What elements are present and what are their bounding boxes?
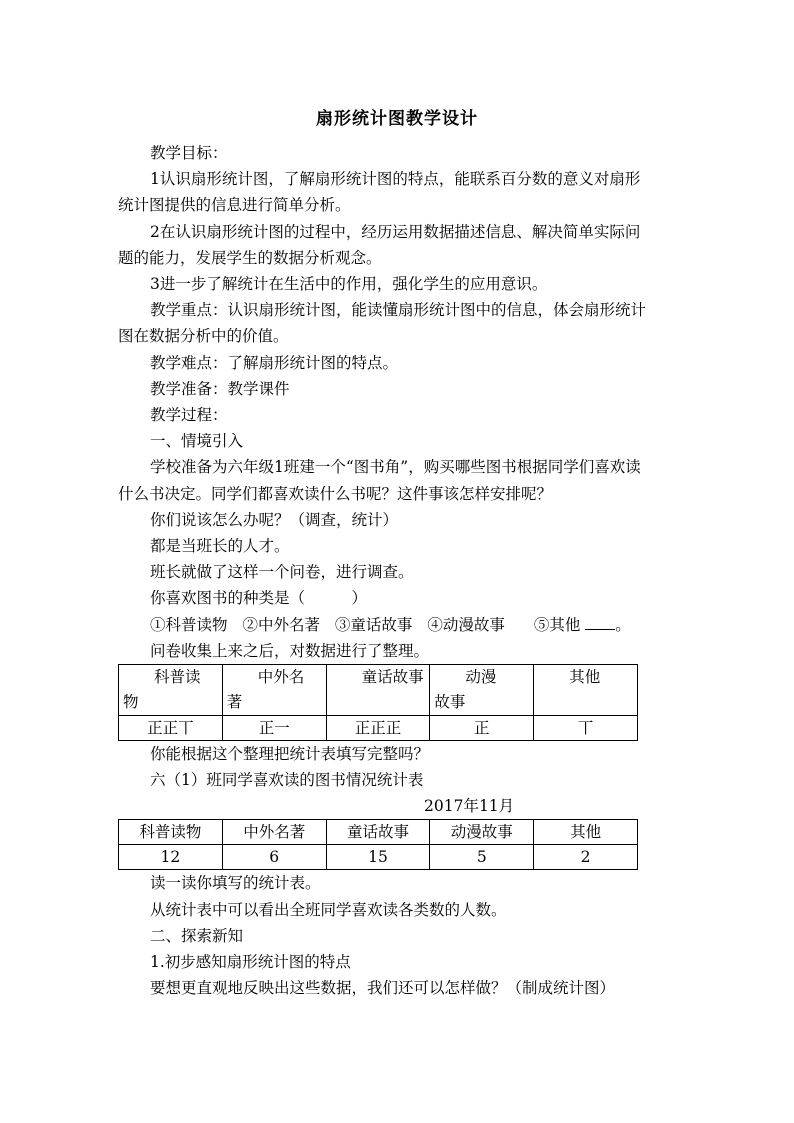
intro-line-2: 什么书决定。同学们都喜欢读什么书呢？这件事该怎样安排呢？ [118, 484, 553, 503]
option-2: ②中外名著 [242, 615, 320, 634]
fill-question: 你能根据这个整理把统计表填写完整吗？ [150, 745, 430, 764]
stat-value-row [119, 845, 638, 870]
document-title: 扇形统计图教学设计 [316, 109, 478, 129]
question-1: 你们说该怎么办呢？（调查，统计） [150, 510, 399, 529]
tally-header-cell: 其他 [534, 665, 638, 716]
difficulty: 教学难点：了解扇形统计图的特点。 [150, 353, 399, 372]
tally-cell: 正正正 [326, 716, 430, 741]
tally-header-cell: 动漫 故事 [430, 665, 534, 716]
tally-cell: 正正丅 [119, 716, 223, 741]
goal-1-line-2: 统计图提供的信息进行简单分析。 [118, 196, 351, 215]
survey-question: 你喜欢图书的种类是（ ） [150, 589, 368, 608]
option-end: 。 [615, 615, 631, 634]
read-table: 读一读你填写的统计表。 [150, 874, 321, 893]
tally-header-cell: 童话故事 [326, 665, 430, 716]
option-4: ④动漫故事 [427, 615, 505, 634]
option-1: ①科普读物 [150, 615, 228, 634]
stat-header-cell: 动漫故事 [430, 820, 534, 845]
monitor-survey: 班长就做了这样一个问卷，进行调查。 [150, 563, 414, 582]
stat-header-cell: 中外名著 [222, 820, 326, 845]
option-5: ⑤其他 [533, 615, 581, 634]
stat-value-cell: 12 [119, 845, 223, 870]
goal-1-line-1: 1认识扇形统计图，了解扇形统计图的特点，能联系百分数的意义对扇形 [150, 170, 641, 189]
goal-2-line-1: 2在认识扇形统计图的过程中，经历运用数据描述信息、解决简单实际问 [150, 222, 641, 241]
option-3: ③童话故事 [334, 615, 413, 634]
stat-header-cell: 童话故事 [326, 820, 430, 845]
tally-value-row [119, 716, 638, 741]
tally-header-cell: 科普读 物 [119, 665, 223, 716]
more-direct-question: 要想更直观地反映出这些数据，我们还可以怎样做？（制成统计图） [150, 979, 616, 998]
stat-value-cell: 6 [222, 845, 326, 870]
stat-table [118, 819, 638, 870]
section-1-heading: 一、情境引入 [150, 432, 244, 451]
stat-value-cell: 5 [430, 845, 534, 870]
intro-line-1: 学校准备为六年级1班建一个“图书角”，购买哪些图书根据同学们喜欢读 [150, 458, 641, 477]
document-body [118, 140, 678, 1001]
focus-line-2: 图在数据分析中的价值。 [118, 327, 289, 346]
focus-line-1: 教学重点：认识扇形统计图，能读懂扇形统计图中的信息，体会扇形统计 [150, 301, 647, 320]
answer-1: 都是当班长的人才。 [150, 537, 290, 556]
tally-header-cell: 中外名 著 [222, 665, 326, 716]
option-5-blank [585, 615, 615, 630]
process-heading: 教学过程： [150, 406, 228, 425]
collected-note: 问卷收集上来之后，对数据进行了整理。 [150, 641, 430, 660]
table-insight: 从统计表中可以看出全班同学喜欢读各类数的人数。 [150, 900, 507, 919]
stat-header-row [119, 820, 638, 845]
subsection-1: 1.初步感知扇形统计图的特点 [150, 953, 351, 972]
stat-value-cell: 15 [326, 845, 430, 870]
stat-table-date: 2017年11月 [424, 797, 515, 816]
goal-2-line-2: 题的能力，发展学生的数据分析观念。 [118, 248, 382, 267]
tally-cell: 正一 [222, 716, 326, 741]
stat-table-title: 六（1）班同学喜欢读的图书情况统计表 [150, 771, 424, 790]
tally-header-row [119, 665, 638, 716]
section-2-heading: 二、探索新知 [150, 926, 244, 945]
stat-header-cell: 其他 [534, 820, 638, 845]
survey-options [118, 612, 678, 638]
tally-table [118, 664, 638, 741]
tally-cell: 正 [430, 716, 534, 741]
preparation: 教学准备：教学课件 [150, 379, 290, 398]
stat-value-cell: 2 [534, 845, 638, 870]
goals-heading: 教学目标： [150, 144, 228, 162]
goal-3: 3进一步了解统计在生活中的作用，强化学生的应用意识。 [150, 275, 548, 294]
tally-cell: 丅 [534, 716, 638, 741]
stat-header-cell: 科普读物 [119, 820, 223, 845]
